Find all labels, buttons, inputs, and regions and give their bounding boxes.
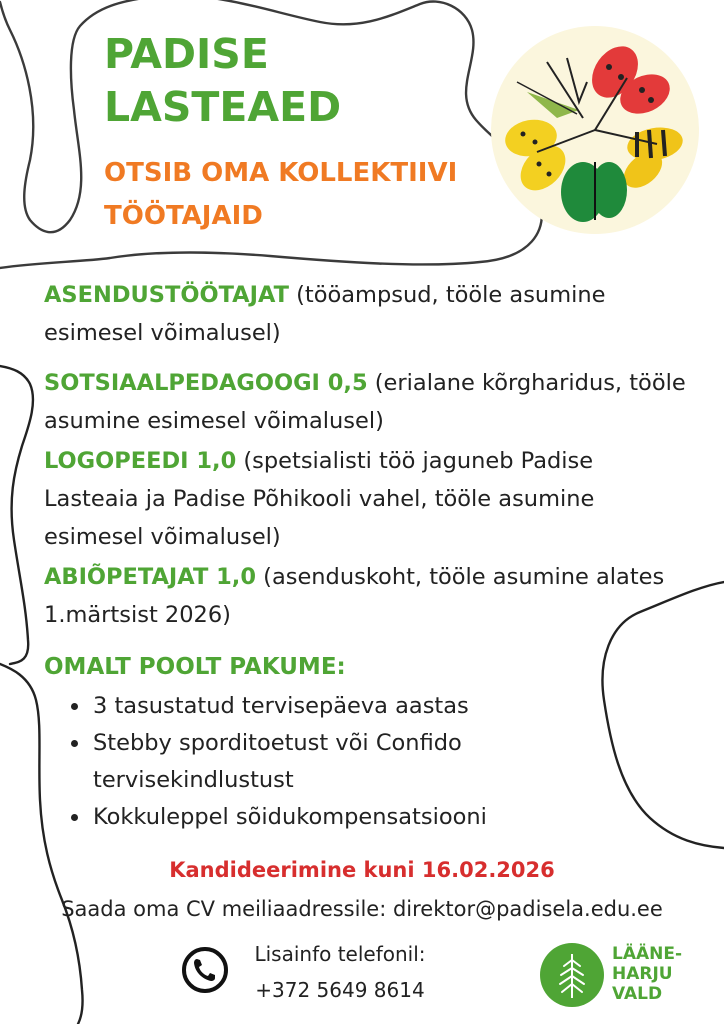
job-title: ABIÕPETAJAT 1,0 xyxy=(44,564,257,590)
offer-item: • 3 tasustatud tervisepäeva aastas xyxy=(91,688,651,725)
job-item xyxy=(44,364,694,440)
tree-icon xyxy=(539,942,605,1008)
job-title: SOTSIAALPEDAGOOGI 0,5 xyxy=(44,370,368,396)
phone-icon xyxy=(180,945,230,995)
offer-item: • Stebby sporditoetust või Confido tervisekindlustust xyxy=(91,725,651,799)
job-list xyxy=(44,276,694,634)
offer-item: • Kokkuleppel sõidukompensatsiooni xyxy=(91,799,651,836)
title-line-1: PADISE xyxy=(104,30,269,78)
title-line-2: LASTEAED xyxy=(104,83,342,131)
offer-heading: OMALT POOLT PAKUME: xyxy=(44,654,346,680)
subtitle-line-2: TÖÖTAJAID xyxy=(104,201,263,231)
job-title: ASENDUSTÖÖTAJAT xyxy=(44,282,289,308)
job-title: LOGOPEEDI 1,0 xyxy=(44,448,237,474)
contact-label: Lisainfo telefonil: xyxy=(254,942,426,966)
municipality-logo-text xyxy=(612,944,682,1004)
contact-phone[interactable]: +372 5649 8614 xyxy=(255,978,425,1002)
job-item xyxy=(44,276,694,352)
municipality-line-1: LÄÄNE- xyxy=(612,944,683,964)
job-description: (tööampsud, tööle asumine esimesel võimalusel) xyxy=(44,282,606,346)
job-description: (asenduskoht, tööle asumine alates 1.märtsist 2026) xyxy=(44,564,665,628)
contact-info xyxy=(235,936,445,1008)
job-description: (spetsialisti töö jaguneb Padise Lasteaia ja Padise Põhikooli vahel, tööle asumine esimesel võimalusel) xyxy=(44,448,595,550)
application-deadline: Kandideerimine kuni 16.02.2026 xyxy=(169,858,555,882)
cv-instructions: Saada oma CV meiliaadressile: direktor@padisela.edu.ee xyxy=(61,897,663,921)
offer-list xyxy=(66,688,651,836)
green-beetle-icon xyxy=(561,162,627,222)
bugs-logo xyxy=(487,22,703,238)
job-description: (erialane kõrgharidus, tööle asumine esimesel võimalusel) xyxy=(44,370,686,434)
municipality-line-3: VALD xyxy=(612,984,663,1004)
municipality-line-2: HARJU xyxy=(612,964,673,984)
job-item xyxy=(44,558,694,634)
job-item xyxy=(44,442,694,556)
kindergarten-title xyxy=(104,28,341,134)
subtitle-line-1: OTSIB OMA KOLLEKTIIVI xyxy=(104,158,458,188)
